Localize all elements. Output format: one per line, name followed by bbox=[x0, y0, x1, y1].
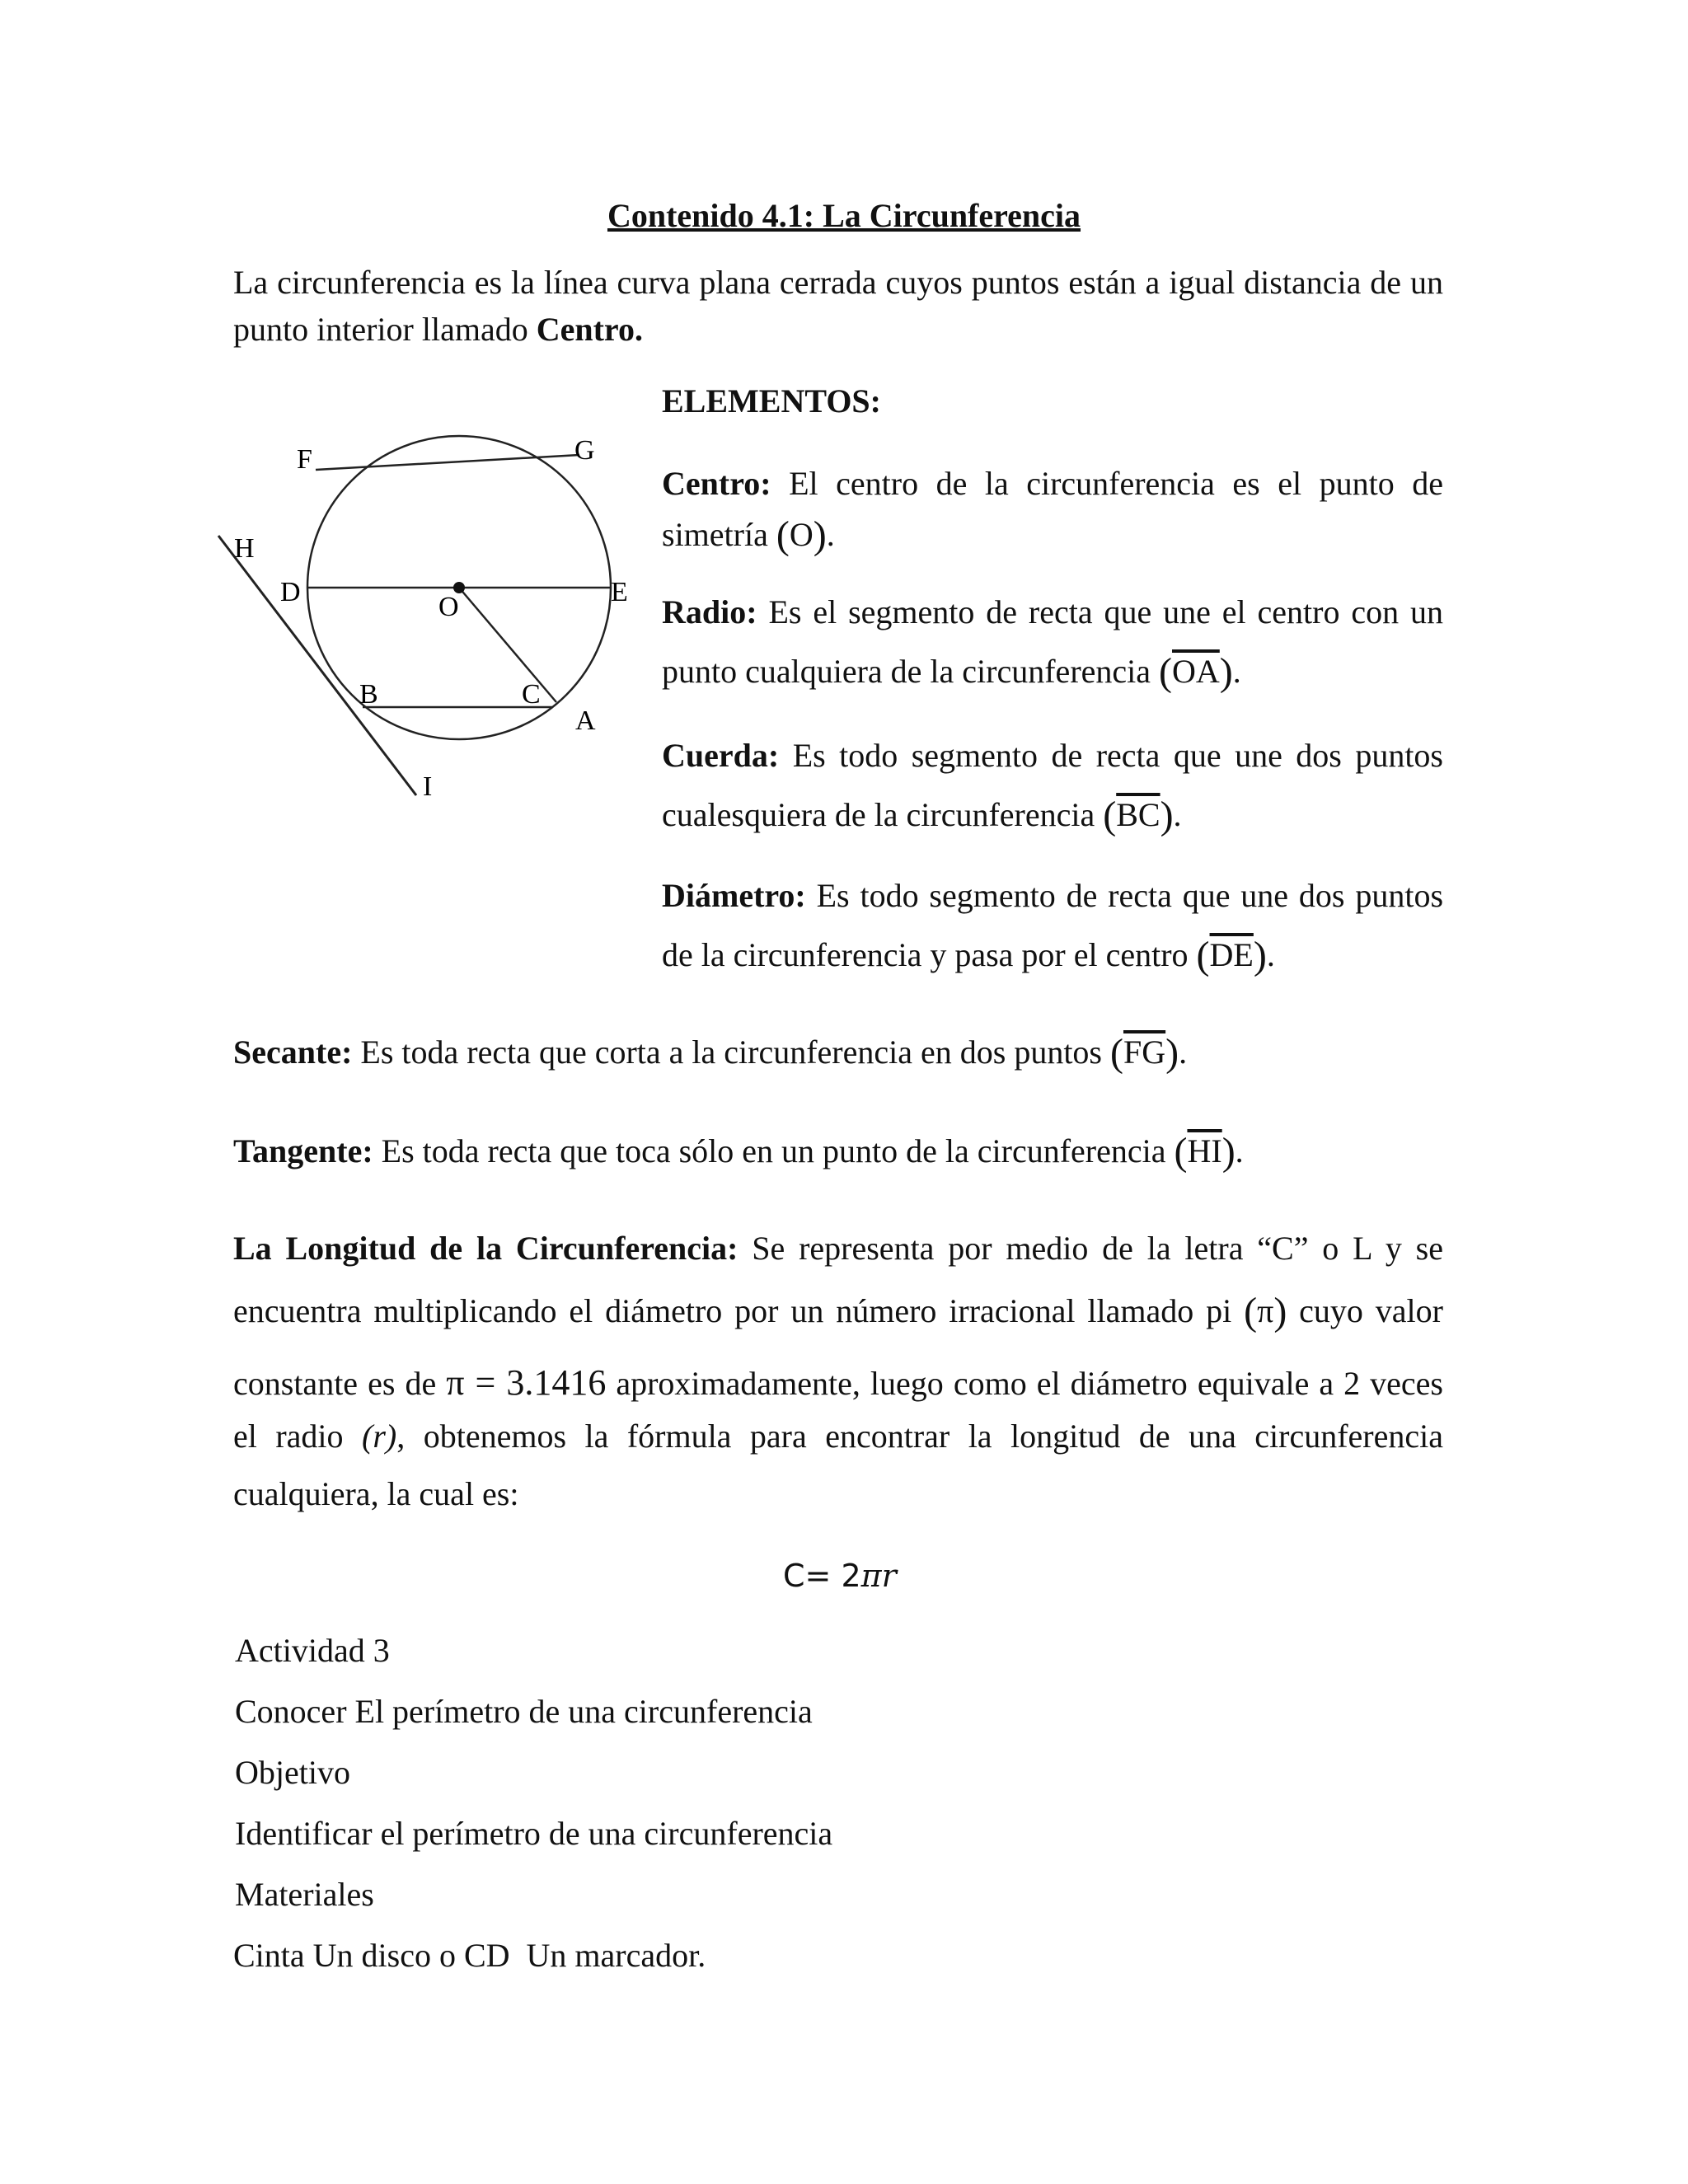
longitud-text-2a: encuentra multiplicando el diámetro por un número irracional llamado pi bbox=[233, 1292, 1232, 1329]
circumference-formula bbox=[783, 1558, 897, 1594]
centro-term: Centro: bbox=[662, 465, 771, 502]
label-c: C bbox=[522, 679, 541, 710]
tangente-text: Es toda recta que toca sólo en un punto de la circunferencia bbox=[381, 1132, 1166, 1169]
label-g: G bbox=[574, 435, 595, 466]
radio-term: Radio: bbox=[662, 593, 757, 630]
diametro-text: Es todo segmento de recta que une dos puntos bbox=[816, 877, 1444, 914]
activity-title: Actividad 3 bbox=[235, 1632, 390, 1669]
label-a: A bbox=[575, 705, 596, 736]
radius-symbol: (r) bbox=[362, 1418, 397, 1455]
cuerda-line-2: cualesquiera de la circunferencia $(\overline{BC})$. bbox=[662, 794, 1182, 837]
centro-text-2: simetría bbox=[662, 516, 768, 553]
longitud-line-1 bbox=[233, 1228, 1443, 1269]
centro-line-1 bbox=[662, 463, 1443, 504]
elements-heading-text: ELEMENTOS: bbox=[662, 382, 881, 419]
secant-line-fg bbox=[316, 455, 579, 470]
materials-label: Materiales bbox=[235, 1876, 374, 1913]
elements-heading bbox=[662, 381, 881, 422]
formula-lhs: C= 2 bbox=[783, 1558, 861, 1594]
radius-line-oa bbox=[459, 588, 556, 702]
label-d: D bbox=[280, 577, 301, 607]
formula-rhs: πr bbox=[860, 1558, 897, 1594]
intro-text: punto interior llamado bbox=[233, 311, 537, 348]
longitud-text-2b: cuyo valor bbox=[1299, 1292, 1443, 1329]
intro-line-2 bbox=[233, 309, 643, 350]
objective-label: Objetivo bbox=[235, 1754, 350, 1791]
tangente-line: Tangente: Es toda recta que toca sólo en un punto de la circunferencia $(\overline{HI})$. bbox=[233, 1130, 1244, 1174]
cuerda-symbol: $\overline{BC}$ bbox=[1116, 796, 1160, 833]
longitud-line-3 bbox=[233, 1360, 1443, 1405]
tangente-symbol: $\overline{HI}$ bbox=[1187, 1132, 1222, 1169]
longitud-line-2: encuentra multiplicando el diámetro por un número irracional llamado pi (π) cuyo valor bbox=[233, 1290, 1443, 1333]
cuerda-term: Cuerda: bbox=[662, 737, 780, 774]
longitud-text-4b: , obtenemos la fórmula para encontrar la longitud de una circunferencia bbox=[396, 1418, 1444, 1455]
secante-line: Secante: Es toda recta que corta a la circunferencia en dos puntos $(\overline{FG})$. bbox=[233, 1031, 1188, 1075]
cuerda-line-1 bbox=[662, 735, 1443, 776]
intro-line-1: La circunferencia es la línea curva plana cerrada cuyos puntos están a igual distancia de un bbox=[233, 264, 1443, 301]
label-e: E bbox=[611, 577, 628, 607]
radio-line-2: punto cualquiera de la circunferencia $(\overline{OA})$. bbox=[662, 650, 1241, 694]
longitud-text-3a: constante es de bbox=[233, 1365, 437, 1402]
longitud-text-3b: aproximadamente, luego como el diámetro equivale a 2 veces bbox=[616, 1365, 1443, 1402]
longitud-line-4 bbox=[233, 1416, 1443, 1457]
activity-name: Conocer El perímetro de una circunferencia bbox=[235, 1693, 813, 1730]
secante-symbol: $\overline{FG}$ bbox=[1123, 1033, 1166, 1071]
longitud-line-5: cualquiera, la cual es: bbox=[233, 1475, 519, 1512]
label-o: O bbox=[438, 592, 459, 622]
pi-value: π = 3.1416 bbox=[446, 1362, 607, 1403]
materials-text: Cinta Un disco o CD Un marcador. bbox=[233, 1937, 706, 1974]
radio-text-2: punto cualquiera de la circunferencia bbox=[662, 653, 1151, 690]
label-f: F bbox=[297, 444, 312, 475]
circle-diagram bbox=[210, 420, 655, 808]
label-h: H bbox=[234, 533, 255, 564]
radio-text: Es el segmento de recta que une el centro con un bbox=[768, 593, 1444, 630]
centro-text: El centro de la circunferencia es el punto de bbox=[789, 465, 1444, 502]
diametro-line-1 bbox=[662, 875, 1443, 916]
diametro-text-2: de la circunferencia y pasa por el centro bbox=[662, 936, 1189, 973]
pi-symbol: π bbox=[1257, 1292, 1274, 1329]
cuerda-text-2: cualesquiera de la circunferencia bbox=[662, 796, 1095, 833]
objective-text: Identificar el perímetro de una circunferencia bbox=[235, 1815, 833, 1852]
radio-symbol: $\overline{OA}$ bbox=[1172, 653, 1220, 690]
diametro-term: Diámetro: bbox=[662, 877, 806, 914]
longitud-text-4a: el radio bbox=[233, 1418, 344, 1455]
label-b: B bbox=[359, 679, 378, 710]
page-title: Contenido 4.1: La Circunferencia bbox=[607, 197, 1081, 234]
centro-line-2: simetría (O). bbox=[662, 513, 835, 557]
longitud-text-1: Se representa por medio de la letra “C” o L y se bbox=[752, 1230, 1443, 1267]
secante-term: Secante: bbox=[233, 1033, 353, 1071]
tangente-term: Tangente: bbox=[233, 1132, 373, 1169]
secante-text: Es toda recta que corta a la circunferencia en dos puntos bbox=[360, 1033, 1102, 1071]
intro-bold-term: Centro. bbox=[536, 311, 643, 348]
diametro-symbol: $\overline{DE}$ bbox=[1209, 936, 1254, 973]
label-i: I bbox=[423, 771, 433, 802]
cuerda-text: Es todo segmento de recta que une dos puntos bbox=[792, 737, 1443, 774]
centro-symbol: O bbox=[789, 516, 814, 553]
diametro-line-2: de la circunferencia y pasa por el centro $(\overline{DE})$. bbox=[662, 934, 1275, 977]
radio-line-1 bbox=[662, 592, 1443, 633]
longitud-term: La Longitud de la Circunferencia: bbox=[233, 1230, 738, 1267]
tangent-line-hi bbox=[218, 536, 416, 795]
